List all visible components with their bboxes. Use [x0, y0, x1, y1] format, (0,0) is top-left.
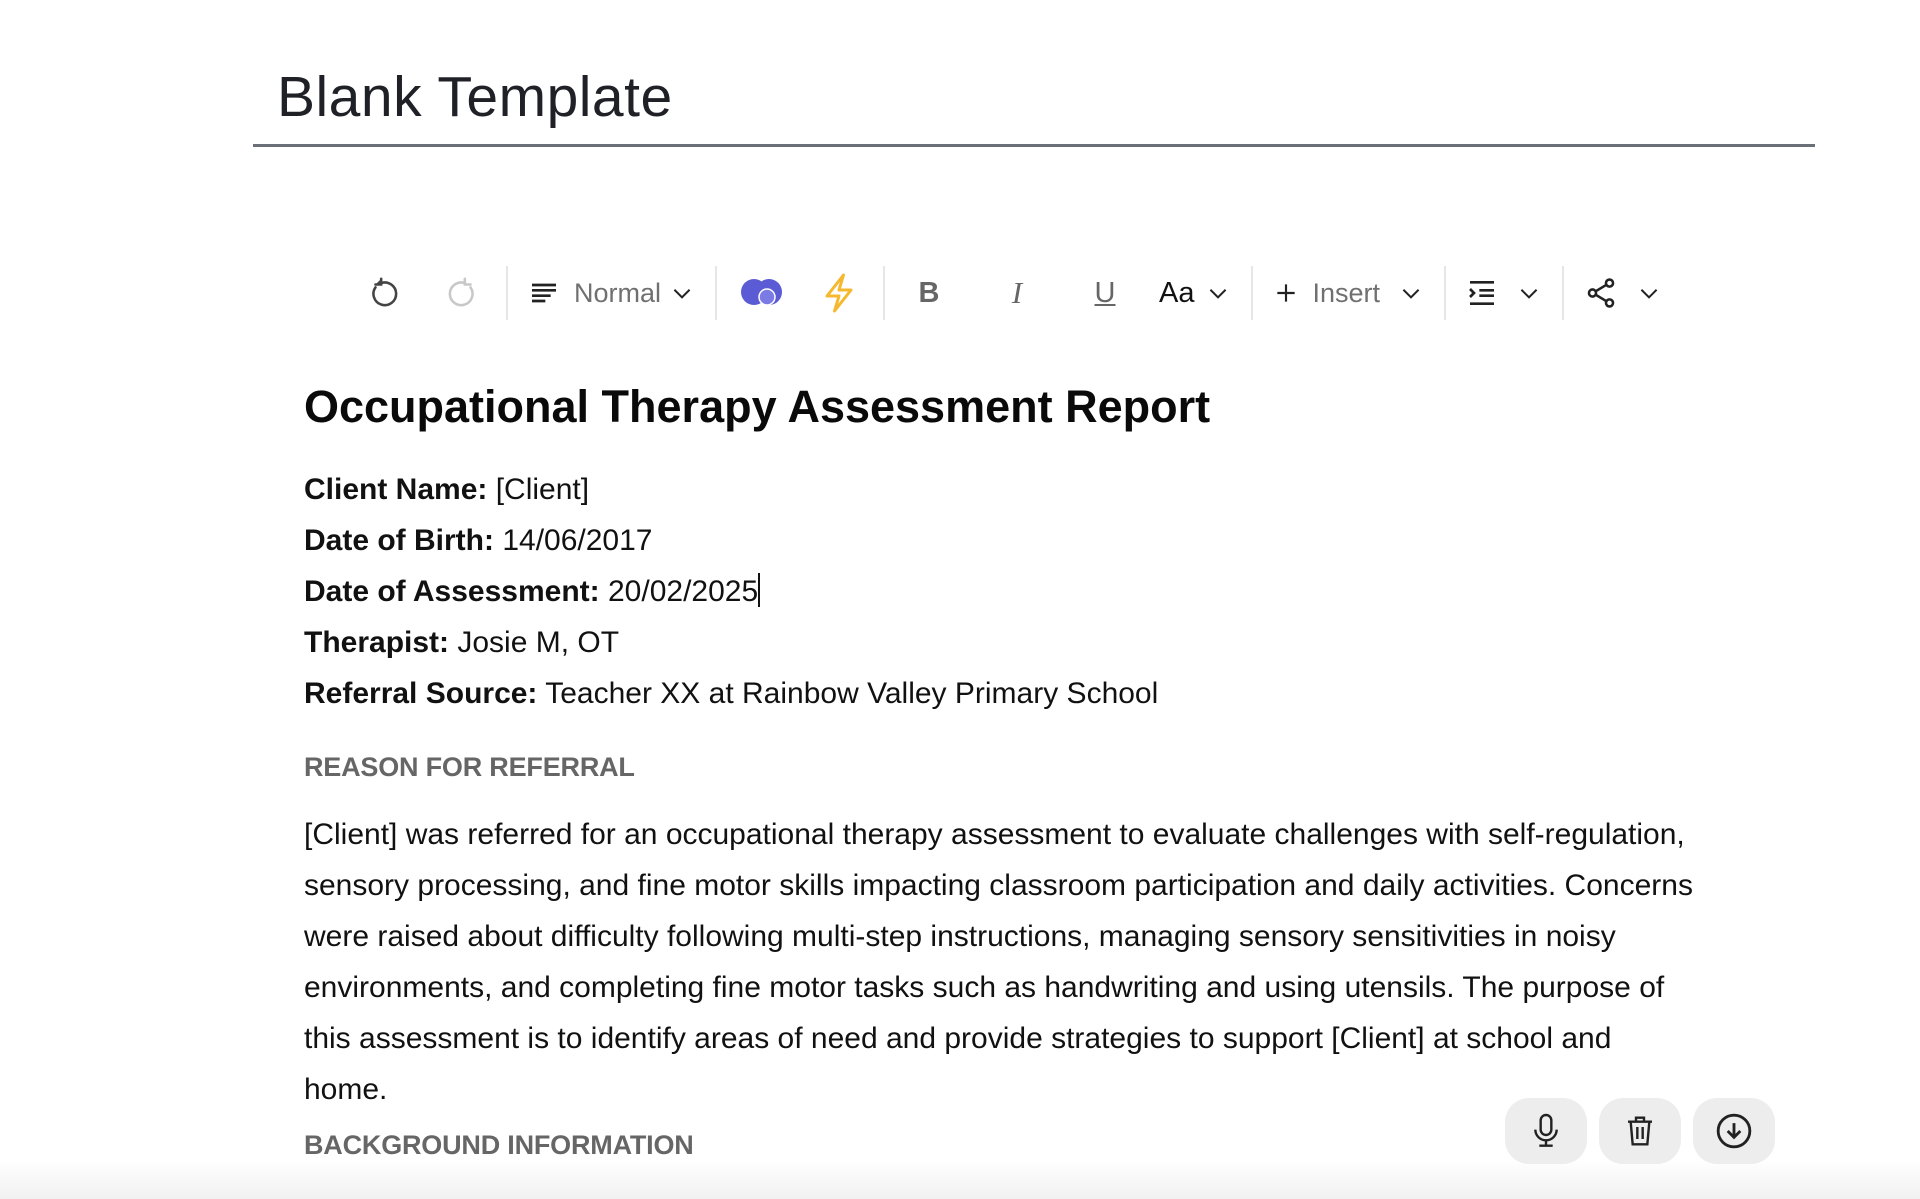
document-editor[interactable] — [304, 380, 1704, 1167]
field-referral-source — [304, 668, 1704, 719]
toolbar-divider — [715, 266, 717, 320]
undo-button[interactable] — [350, 269, 418, 317]
chevron-down-icon — [1398, 280, 1424, 306]
chevron-down-icon — [1205, 280, 1231, 306]
section-body-reason: [Client] was referred for an occupational therapy assessment to evaluate challenges with self-regulation, sensory processing, and fine motor skills impacting classroom participation and daily activities. Concerns were raised about difficulty following multi-step instructions, managing sensory sensitivities in noisy environments, and completing fine motor tasks such as handwriting and using utensils. The purpose of this assessment is to identify areas of need and provide strategies to support [Client] at school and home. — [304, 818, 1693, 1106]
redo-icon — [445, 276, 479, 310]
field-date-of-assessment — [304, 566, 1704, 617]
field-label: Date of Birth: — [304, 524, 494, 557]
italic-button[interactable]: I — [1011, 275, 1023, 310]
redo-button[interactable] — [428, 269, 496, 317]
share-icon — [1584, 276, 1618, 310]
font-size-icon: Aa — [1159, 276, 1195, 309]
field-value: Teacher XX at Rainbow Valley Primary School — [537, 677, 1159, 710]
delete-button[interactable] — [1599, 1098, 1681, 1164]
plus-icon — [1273, 280, 1299, 306]
field-date-of-birth — [304, 515, 1704, 566]
microphone-button[interactable] — [1505, 1098, 1587, 1164]
toolbar-divider — [1251, 266, 1253, 320]
bottom-fade — [0, 1160, 1920, 1199]
toolbar-divider — [1444, 266, 1446, 320]
document-title-input[interactable] — [277, 64, 1777, 130]
underline-button[interactable]: U — [1094, 276, 1116, 309]
font-size-dropdown[interactable] — [1149, 269, 1240, 317]
section-heading-background: BACKGROUND INFORMATION — [304, 1130, 694, 1160]
field-value: 20/02/2025 — [599, 575, 759, 608]
field-label: Therapist: — [304, 626, 450, 659]
text-cursor — [758, 573, 760, 607]
toolbar-divider — [883, 266, 885, 320]
title-field-container — [253, 58, 1815, 147]
chevron-down-icon — [1516, 280, 1542, 306]
section-heading-reason: REASON FOR REFERRAL — [304, 752, 635, 782]
field-label: Client Name: — [304, 473, 488, 506]
indent-icon — [1466, 277, 1498, 309]
paragraph-style-label: Normal — [574, 277, 662, 308]
indent-dropdown[interactable] — [1456, 269, 1552, 317]
quick-action-button[interactable] — [805, 269, 873, 317]
align-icon — [528, 277, 560, 309]
chevron-down-icon — [669, 280, 695, 306]
editor-toolbar — [350, 262, 1672, 324]
field-value: [Client] — [487, 473, 590, 506]
field-label: Date of Assessment: — [304, 575, 600, 608]
chevron-down-icon — [1636, 280, 1662, 306]
download-circle-icon — [1715, 1112, 1753, 1150]
report-heading: Occupational Therapy Assessment Report — [304, 381, 1211, 432]
ai-circles-icon — [737, 276, 785, 310]
microphone-icon — [1530, 1112, 1562, 1150]
ai-assist-button[interactable] — [727, 269, 795, 317]
insert-label: Insert — [1312, 277, 1381, 308]
share-dropdown[interactable] — [1574, 269, 1672, 317]
undo-icon — [367, 276, 401, 310]
insert-dropdown[interactable] — [1263, 269, 1435, 317]
bold-button[interactable]: B — [918, 276, 940, 309]
trash-icon — [1624, 1113, 1656, 1149]
toolbar-divider — [506, 266, 508, 320]
paragraph-style-dropdown[interactable] — [518, 269, 705, 317]
field-label: Referral Source: — [304, 677, 538, 710]
field-value: Josie M, OT — [449, 626, 620, 659]
toolbar-divider — [1562, 266, 1564, 320]
field-client-name — [304, 464, 1704, 515]
lightning-icon — [821, 272, 857, 314]
field-therapist — [304, 617, 1704, 668]
download-button[interactable] — [1693, 1098, 1775, 1164]
floating-actions — [1505, 1098, 1775, 1164]
field-value: 14/06/2017 — [494, 524, 653, 557]
